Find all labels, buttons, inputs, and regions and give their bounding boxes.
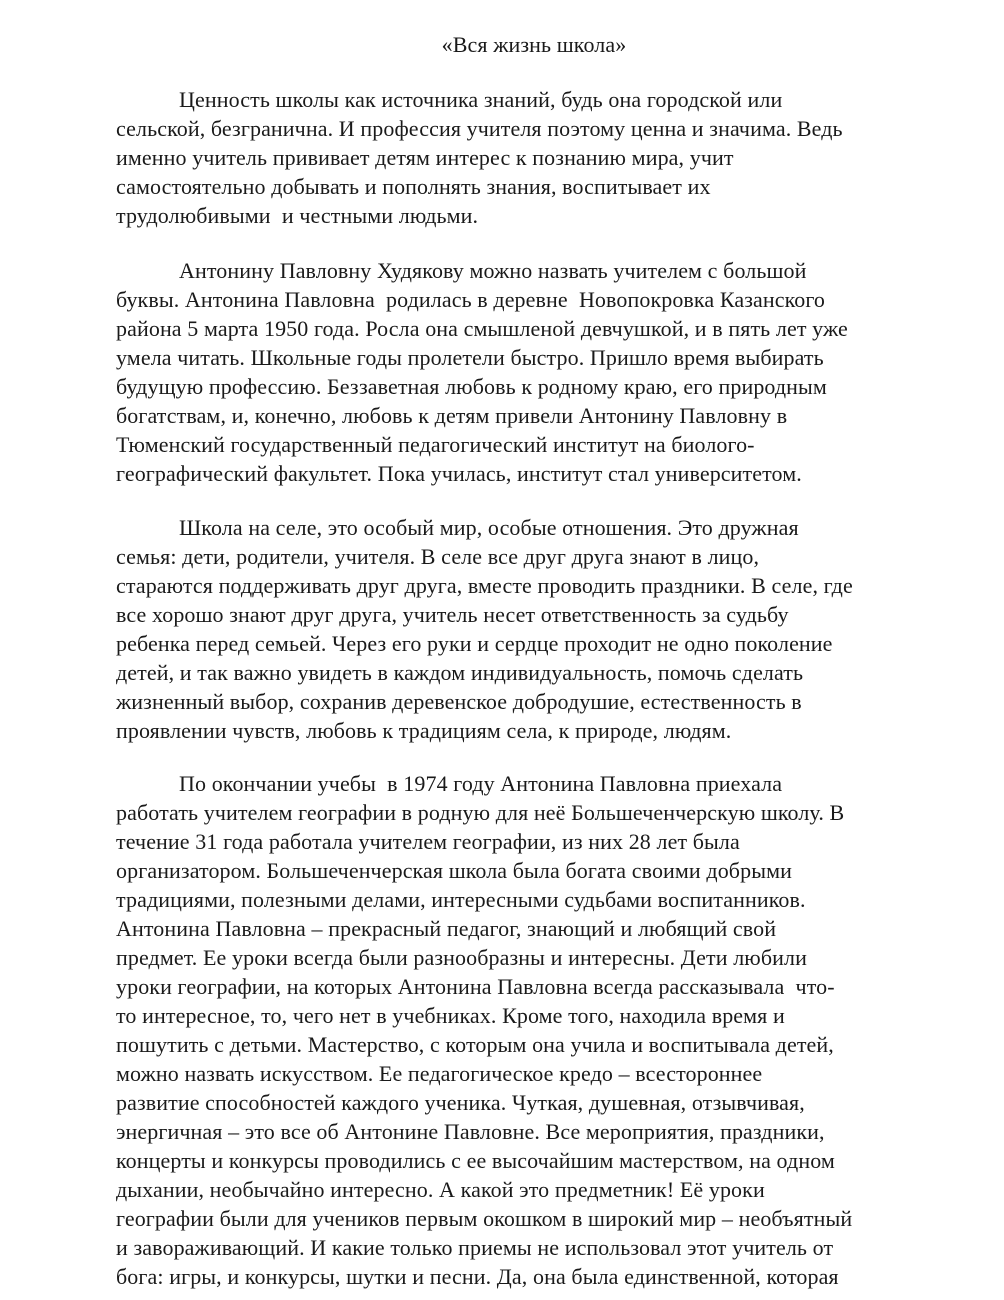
paragraph-line: организатором. Большеченчерская школа была богата своими добрыми bbox=[116, 858, 792, 883]
paragraph-line: стараются поддерживать друг друга, вместе проводить праздники. В селе, где bbox=[116, 573, 853, 598]
paragraph-line: семья: дети, родители, учителя. В селе все друг друга знают в лицо, bbox=[116, 544, 760, 569]
paragraph-line: будущую профессию. Беззаветная любовь к родному краю, его природным bbox=[116, 374, 827, 399]
paragraph-line: Ценность школы как источника знаний, будь она городской или bbox=[179, 87, 783, 112]
document-title: «Вся жизнь школа» bbox=[441, 32, 627, 57]
paragraph-line: района 5 марта 1950 года. Росла она смышленой девчушкой, и в пять лет уже bbox=[116, 316, 848, 341]
paragraph-line: и завораживающий. И какие только приемы не использовал этот учитель от bbox=[116, 1235, 834, 1260]
paragraph-line: течение 31 года работала учителем географии, из них 28 лет была bbox=[116, 829, 740, 854]
paragraph-line: развитие способностей каждого ученика. Чуткая, душевная, отзывчивая, bbox=[116, 1090, 805, 1115]
paragraph-line: традициями, полезными делами, интересными судьбами воспитанников. bbox=[116, 887, 806, 912]
paragraph-4 bbox=[116, 769, 852, 1291]
paragraph-line: Школа на селе, это особый мир, особые отношения. Это дружная bbox=[179, 515, 799, 540]
paragraph-line: можно назвать искусством. Ее педагогическое кредо – всестороннее bbox=[116, 1061, 763, 1086]
paragraph-2 bbox=[116, 256, 848, 488]
paragraph-line: именно учитель прививает детям интерес к познанию мира, учит bbox=[116, 145, 734, 170]
paragraph-line: уроки географии, на которых Антонина Павловна всегда рассказывала что- bbox=[116, 974, 835, 999]
paragraph-line: сельской, безгранична. И профессия учителя поэтому ценна и значима. Ведь bbox=[116, 116, 843, 141]
paragraph-line: работать учителем географии в родную для неё Большеченчерскую школу. В bbox=[116, 800, 845, 825]
paragraph-line: географии были для учеников первым окошком в широкий мир – необъятный bbox=[116, 1206, 853, 1231]
paragraph-line: Антонина Павловна – прекрасный педагог, знающий и любящий свой bbox=[116, 916, 777, 941]
paragraph-line: географический факультет. Пока училась, институт стал университетом. bbox=[116, 461, 802, 486]
paragraph-line: бога: игры, и конкурсы, шутки и песни. Да, она была единственной, которая bbox=[116, 1264, 839, 1289]
paragraph-line: проявлении чувств, любовь к традициям села, к природе, людям. bbox=[116, 718, 732, 743]
paragraph-line: пошутить с детьми. Мастерство, с которым она учила и воспитывала детей, bbox=[116, 1032, 834, 1057]
paragraph-3 bbox=[116, 513, 853, 745]
paragraph-line: Тюменский государственный педагогический институт на биолого- bbox=[116, 432, 755, 457]
paragraph-line: богатствам, и, конечно, любовь к детям привели Антонину Павловну в bbox=[116, 403, 788, 428]
paragraph-line: предмет. Ее уроки всегда были разнообразны и интересны. Дети любили bbox=[116, 945, 807, 970]
paragraph-line: то интересное, то, чего нет в учебниках. Кроме того, находила время и bbox=[116, 1003, 785, 1028]
paragraph-line: дыхании, необычайно интересно. А какой это предметник! Её уроки bbox=[116, 1177, 765, 1202]
paragraph-line: умела читать. Школьные годы пролетели быстро. Пришло время выбирать bbox=[116, 345, 824, 370]
paragraph-line: трудолюбивыми и честными людьми. bbox=[116, 203, 479, 228]
paragraph-line: все хорошо знают друг друга, учитель несет ответственность за судьбу bbox=[116, 602, 789, 627]
paragraph-line: самостоятельно добывать и пополнять знания, воспитывает их bbox=[116, 174, 711, 199]
paragraph-1 bbox=[116, 85, 843, 230]
paragraph-line: буквы. Антонина Павловна родилась в деревне Новопокровка Казанского bbox=[116, 287, 826, 312]
paragraph-line: По окончании учебы в 1974 году Антонина Павловна приехала bbox=[179, 771, 783, 796]
paragraph-line: ребенка перед семьей. Через его руки и сердце проходит не одно поколение bbox=[116, 631, 833, 656]
paragraph-line: концерты и конкурсы проводились с ее высочайшим мастерством, на одном bbox=[116, 1148, 835, 1173]
paragraph-line: Антонину Павловну Худякову можно назвать учителем с большой bbox=[179, 258, 807, 283]
paragraph-line: детей, и так важно увидеть в каждом индивидуальность, помочь сделать bbox=[116, 660, 804, 685]
paragraph-line: жизненный выбор, сохранив деревенское добродушие, естественность в bbox=[116, 689, 802, 714]
paragraph-line: энергичная – это все об Антонине Павловне. Все мероприятия, праздники, bbox=[116, 1119, 825, 1144]
